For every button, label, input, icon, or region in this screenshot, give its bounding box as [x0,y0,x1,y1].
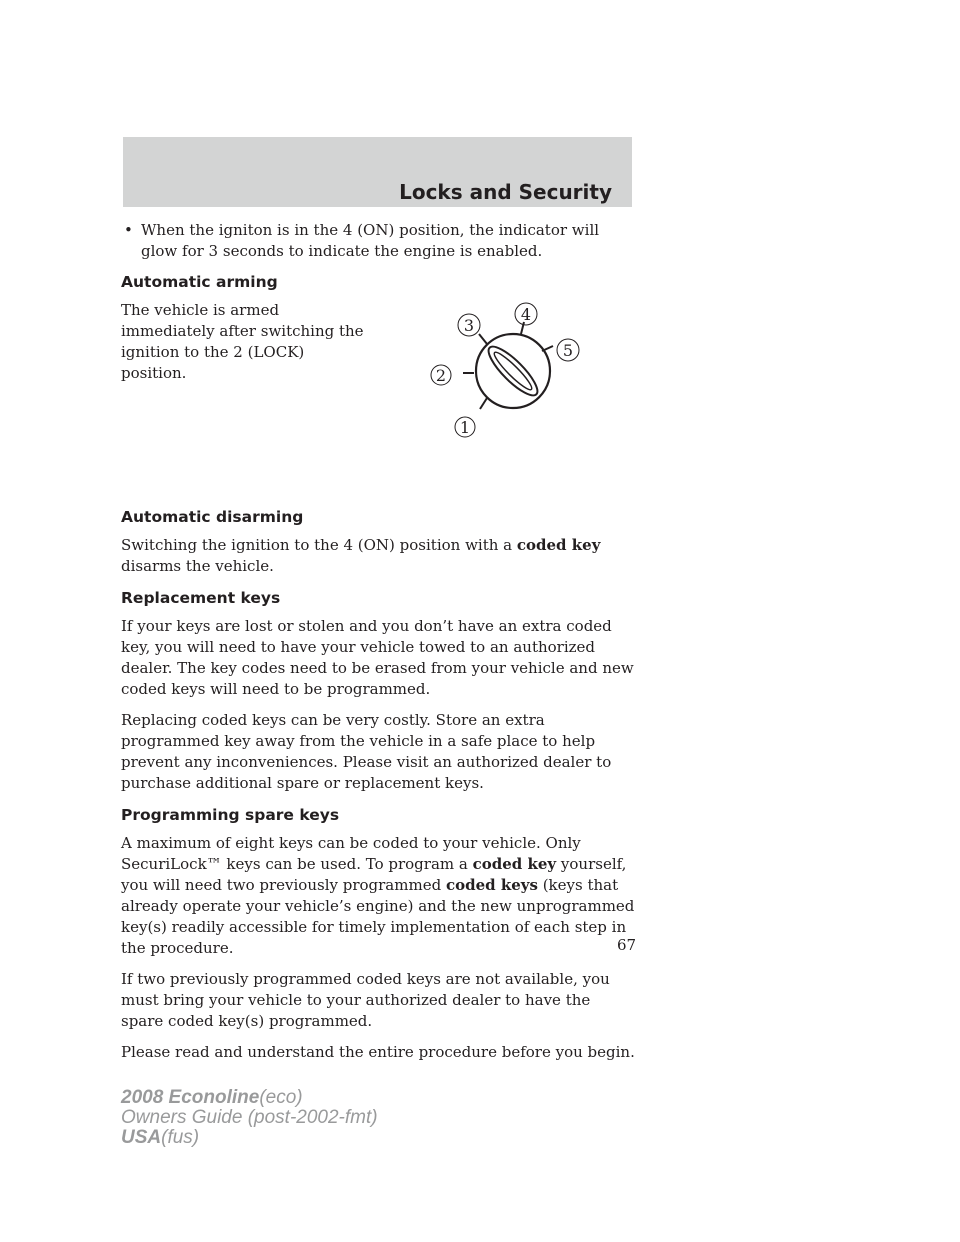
position-label-5: 5 [562,341,574,360]
automatic-disarming-text [121,535,636,577]
disarming-text-end: disarms the vehicle. [121,557,274,575]
heading-programming-spare-keys: Programming spare keys [121,806,340,824]
disarming-text-start: Switching the ignition to the 4 (ON) position with a [121,536,517,554]
position-label-4: 4 [520,305,532,324]
key-slot [483,341,544,402]
footer-model: 2008 Econoline [121,1087,260,1108]
position-label-2: 2 [435,366,447,385]
tick-position-3 [479,334,487,344]
ignition-switch-diagram [425,298,585,443]
programming-paragraph-3: Please read and understand the entire procedure before you begin. [121,1043,635,1061]
bullet-symbol: • [124,221,133,239]
programming-bold-2: coded keys [445,876,538,894]
bullet-text: When the igniton is in the 4 (ON) position, the indicator will glow for 3 seconds to indicate the engine is enabled. [141,221,600,260]
bullet-item [121,220,636,262]
heading-replacement-keys: Replacement keys [121,589,281,607]
automatic-arming-text: The vehicle is armed immediately after switching the ignition to the 2 (LOCK) position. [121,301,364,382]
programming-text-c: yourself, you will need two previously programmed [121,855,627,894]
footer-line-3 [121,1128,378,1148]
replacement-keys-paragraph-2: Replacing coded keys can be very costly. Store an extra programmed key away from the vehicle in a safe place to help prevent any inconveniences. Please visit an authorized dealer to purchase additional spare or replacement keys. [121,711,612,792]
position-label-3: 3 [463,316,475,335]
page-number: 67 [617,936,637,954]
programming-paragraph-2: If two previously programmed coded keys are not available, you must bring your vehicle to your authorized dealer to have the spare coded key(s) programmed. [121,970,610,1030]
footer-line-2: Owners Guide (post-2002-fmt) [121,1107,378,1128]
position-label-1: 1 [459,418,471,437]
tick-position-1 [480,398,487,409]
header-band [123,137,632,207]
heading-automatic-arming: Automatic arming [121,273,278,291]
programming-bold-1: coded key [472,855,557,873]
programming-text-e: (keys that already operate your vehicle’s engine) and the new unprogrammed key(s) readily accessible for timely implementation of each step in the procedure. [121,876,635,957]
disarming-bold-term: coded key [516,536,601,554]
replacement-keys-paragraph-1: If your keys are lost or stolen and you don’t have an extra coded key, you will need to have your vehicle towed to an authorized dealer. The key codes need to be erased from your vehicle and new coded keys will need to be programmed. [121,617,634,698]
footer-market: USA [121,1127,162,1148]
heading-automatic-disarming: Automatic disarming [121,508,304,526]
footer-line-1 [121,1088,378,1108]
ignition-ring [476,334,550,408]
document-footer [121,1088,378,1148]
section-title: Locks and Security [399,180,612,204]
programming-text-a: A maximum of eight keys can be coded to your vehicle. Only SecuriLock™ keys can be used. To program a [121,834,581,873]
footer-market-code: (fus) [161,1127,200,1148]
footer-model-code: (eco) [259,1087,303,1108]
ignition-cylinder [476,334,550,408]
programming-paragraph-1 [121,833,636,959]
